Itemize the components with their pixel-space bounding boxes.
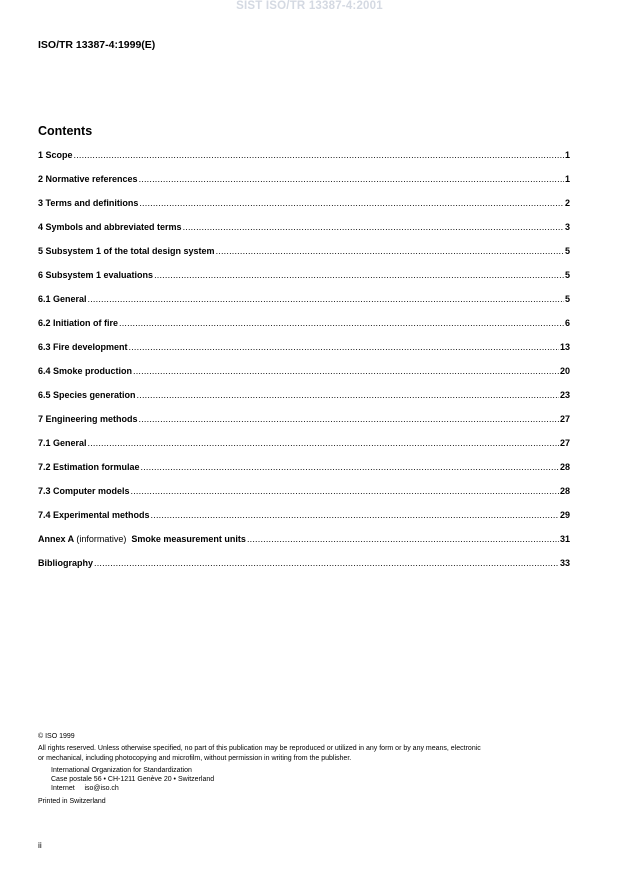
dot-leader	[94, 558, 559, 568]
annex-title: Smoke measurement units	[131, 534, 246, 544]
dot-leader	[119, 318, 564, 328]
dot-leader	[88, 294, 564, 304]
toc-entry-label: 1 Scope	[38, 150, 73, 160]
dot-leader	[139, 414, 559, 424]
rights-text-line-1: All rights reserved. Unless otherwise specified, no part of this publication may be reproduced or utilized in any form or by any means, electronic	[38, 745, 481, 753]
toc-entry-symbols[interactable]	[38, 222, 570, 246]
toc-entry-page: 13	[559, 342, 570, 352]
toc-entry-page: 5	[564, 270, 570, 280]
toc-entry-scope[interactable]	[38, 150, 570, 174]
toc-entry-engineering-methods[interactable]	[38, 414, 570, 438]
toc-entry-7-1-general[interactable]	[38, 438, 570, 462]
rights-text-line-2: or mechanical, including photocopying and microfilm, without permission in writing from the publisher.	[38, 754, 352, 762]
toc-entry-page: 27	[559, 414, 570, 424]
table-of-contents	[38, 150, 570, 582]
annex-label: Annex A	[38, 534, 74, 544]
toc-entry-page: 3	[564, 222, 570, 232]
organization-address: Case postale 56 • CH-1211 Genève 20 • Switzerland	[51, 776, 215, 784]
dot-leader	[139, 198, 564, 208]
organization-name: International Organization for Standardization	[51, 766, 192, 774]
watermark: SIST ISO/TR 13387-4:2001	[236, 0, 383, 12]
toc-entry-label: 6.3 Fire development	[38, 342, 128, 352]
toc-entry-label: 6 Subsystem 1 evaluations	[38, 270, 154, 280]
contents-heading: Contents	[38, 124, 93, 138]
dot-leader	[216, 246, 564, 256]
toc-entry-computer-models[interactable]	[38, 486, 570, 510]
toc-entry-page: 33	[559, 558, 570, 568]
toc-entry-label	[38, 534, 246, 544]
dot-leader	[154, 270, 564, 280]
page-number: ii	[38, 840, 42, 850]
toc-entry-page: 20	[559, 366, 570, 376]
toc-entry-page: 5	[564, 294, 570, 304]
dot-leader	[141, 462, 559, 472]
toc-entry-page: 1	[564, 150, 570, 160]
toc-entry-initiation-of-fire[interactable]	[38, 318, 570, 342]
dot-leader	[183, 222, 564, 232]
toc-entry-page: 23	[559, 390, 570, 400]
toc-entry-label: 4 Symbols and abbreviated terms	[38, 222, 182, 232]
dot-leader	[129, 342, 559, 352]
toc-entry-smoke-production[interactable]	[38, 366, 570, 390]
dot-leader	[137, 390, 559, 400]
toc-entry-label: 6.5 Species generation	[38, 390, 136, 400]
toc-entry-label: 6.1 General	[38, 294, 87, 304]
toc-entry-bibliography[interactable]	[38, 558, 570, 582]
dot-leader	[151, 510, 559, 520]
toc-entry-page: 29	[559, 510, 570, 520]
toc-entry-estimation-formulae[interactable]	[38, 462, 570, 486]
toc-entry-label: 7 Engineering methods	[38, 414, 138, 424]
toc-entry-fire-development[interactable]	[38, 342, 570, 366]
printed-in: Printed in Switzerland	[38, 797, 106, 805]
toc-entry-terms-and-definitions[interactable]	[38, 198, 570, 222]
toc-entry-label: 5 Subsystem 1 of the total design system	[38, 246, 215, 256]
organization-internet: Internet iso@iso.ch	[51, 785, 119, 793]
toc-entry-label: 6.2 Initiation of fire	[38, 318, 119, 328]
dot-leader	[88, 438, 559, 448]
copyright-block	[38, 732, 583, 806]
toc-entry-subsystem-1[interactable]	[38, 246, 570, 270]
dot-leader	[247, 534, 559, 544]
toc-entry-6-1-general[interactable]	[38, 294, 570, 318]
toc-entry-page: 28	[559, 486, 570, 496]
toc-entry-normative-references[interactable]	[38, 174, 570, 198]
document-identifier: ISO/TR 13387-4:1999(E)	[38, 39, 156, 51]
toc-entry-label: 3 Terms and definitions	[38, 198, 139, 208]
toc-entry-label: 2 Normative references	[38, 174, 138, 184]
toc-entry-label: 6.4 Smoke production	[38, 366, 133, 376]
toc-entry-annex-a[interactable]	[38, 534, 570, 558]
toc-entry-species-generation[interactable]	[38, 390, 570, 414]
toc-entry-label: 7.2 Estimation formulae	[38, 462, 140, 472]
toc-entry-page: 27	[559, 438, 570, 448]
toc-entry-page: 2	[564, 198, 570, 208]
dot-leader	[131, 486, 559, 496]
toc-entry-label: Bibliography	[38, 558, 94, 568]
toc-entry-page: 28	[559, 462, 570, 472]
copyright-notice: © ISO 1999	[38, 733, 75, 740]
toc-entry-experimental-methods[interactable]	[38, 510, 570, 534]
dot-leader	[74, 150, 564, 160]
toc-entry-page: 5	[564, 246, 570, 256]
toc-entry-label: 7.3 Computer models	[38, 486, 130, 496]
toc-entry-label: 7.4 Experimental methods	[38, 510, 150, 520]
dot-leader	[133, 366, 559, 376]
toc-entry-subsystem-1-evaluations[interactable]	[38, 270, 570, 294]
dot-leader	[139, 174, 564, 184]
toc-entry-label: 7.1 General	[38, 438, 87, 448]
annex-note: (informative)	[76, 534, 127, 544]
toc-entry-page: 1	[564, 174, 570, 184]
toc-entry-page: 31	[559, 534, 570, 544]
toc-entry-page: 6	[564, 318, 570, 328]
